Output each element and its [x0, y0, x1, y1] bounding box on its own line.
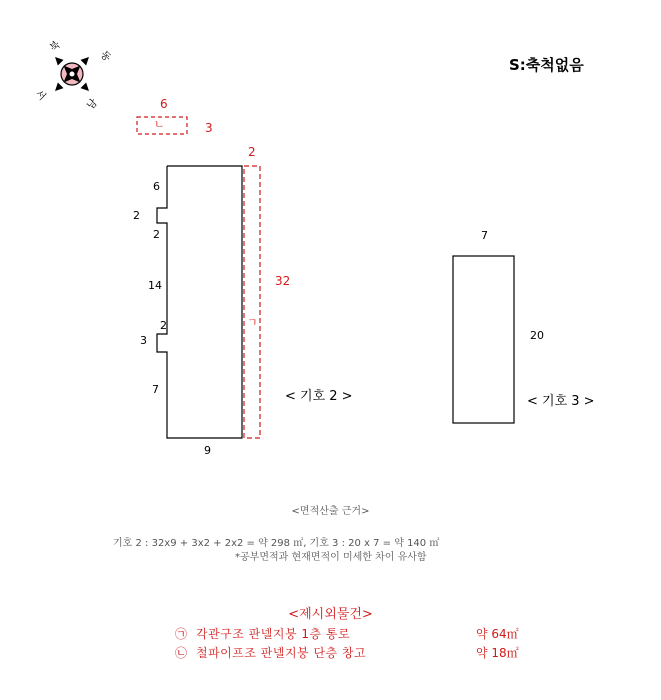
- b2-dim-mid: 14: [148, 279, 162, 292]
- structure-b-depth: 3: [205, 121, 213, 135]
- compass-icon: [52, 54, 92, 94]
- b2-dim-notch2-height: 2: [160, 319, 167, 332]
- b2-dim-width: 9: [204, 444, 211, 457]
- compass-north-label: 북: [48, 39, 63, 54]
- calc-formula: 기호 2 : 32x9 + 3x2 + 2x2 = 약 298 ㎡, 기호 3 : 20 x 7 = 약 140 ㎡: [113, 538, 440, 549]
- b3-dim-width: 7: [481, 229, 488, 242]
- b3-dim-height: 20: [530, 329, 544, 342]
- scale-note: S:축척없음: [509, 56, 584, 74]
- b2-dim-notch1-width: 2: [133, 209, 140, 222]
- b2-dim-notch2-width: 3: [140, 334, 147, 347]
- structure-a-length: 32: [275, 274, 291, 288]
- calc-heading: <면적산출 근거>: [291, 506, 370, 517]
- structure-a-marker: ㄱ: [247, 316, 258, 329]
- building-2-outline: [157, 166, 242, 438]
- excluded-item-area: 약 64㎡: [476, 627, 519, 641]
- structure-a-outline: [244, 166, 260, 438]
- excluded-item-desc: 철파이프조 판넬지붕 단층 창고: [196, 646, 367, 660]
- excluded-item-area: 약 18㎡: [476, 646, 519, 660]
- building-2-label: < 기호 2 >: [285, 389, 353, 404]
- structure-a-width: 2: [248, 145, 256, 159]
- calc-note: *공부면적과 현재면적이 미세한 차이 유사함: [235, 552, 427, 563]
- excluded-item-marker: ㉠: [175, 627, 188, 641]
- structure-b-width: 6: [160, 97, 168, 111]
- excluded-item-marker: ㉡: [175, 646, 188, 660]
- b2-dim-notch1-height: 2: [153, 228, 160, 241]
- compass-east-label: 동: [97, 49, 113, 64]
- structure-b-marker: ㄴ: [154, 118, 165, 131]
- compass-south-label: 남: [85, 97, 100, 112]
- excluded-heading: <제시외물건>: [288, 607, 373, 622]
- b2-dim-top-step: 6: [153, 180, 160, 193]
- b2-dim-bottom: 7: [152, 383, 159, 396]
- building-3-outline: [453, 256, 514, 423]
- excluded-item-desc: 각관구조 판넬지붕 1층 통로: [196, 627, 351, 641]
- building-3-label: < 기호 3 >: [527, 394, 595, 409]
- compass-west-label: 서: [32, 88, 48, 103]
